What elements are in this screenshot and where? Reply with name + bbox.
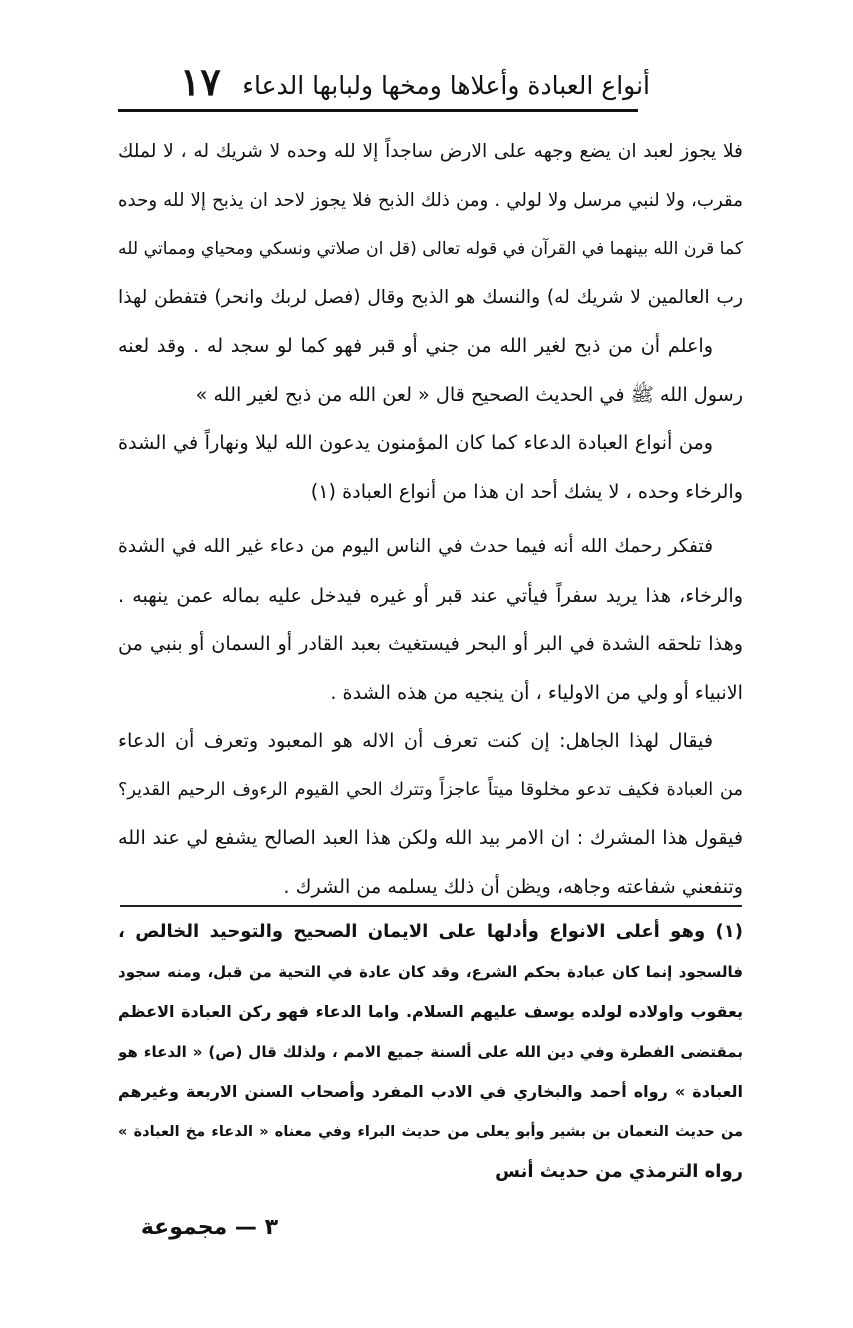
text-line: وهذا تلحقه الشدة في البر أو البحر فيستغيث بعبد القادر أو السمان أو بنبي من bbox=[118, 632, 743, 655]
footnote-line: فالسجود إنما كان عبادة بحكم الشرع، وقد كان عادة في التحية من قبل، ومنه سجود bbox=[118, 963, 743, 981]
footnote-line: العبادة » رواه أحمد والبخاري في الادب المفرد وأصحاب السنن الاربعة وغيرهم bbox=[118, 1082, 743, 1101]
text-line: كما قرن الله بينهما في القرآن في قوله تعالى (قل ان صلاتي ونسكي ومحياي ومماتي لله bbox=[118, 239, 743, 259]
text-line: فلا يجوز لعبد ان يضع وجهه على الارض ساجداً إلا لله وحده لا شريك له ، لا لملك bbox=[118, 141, 743, 162]
main-text bbox=[118, 128, 743, 911]
printer-signature: ٣ — مجموعة bbox=[140, 1215, 278, 1240]
text-line: مقرب، ولا لنبي مرسل ولا لولي . ومن ذلك الذبح فلا يجوز لاحد ان يذبح إلا لله وحده bbox=[118, 189, 743, 211]
text-line: واعلم أن من ذبح لغير الله من جني أو قبر فهو كما لو سجد له . وقد لعنه bbox=[118, 334, 713, 357]
text-line: وتنفعني شفاعته وجاهه، ويظن أن ذلك يسلمه من الشرك . bbox=[283, 874, 743, 898]
footnote-line: يعقوب واولاده لولده يوسف عليهم السلام. واما الدعاء فهو ركن العبادة الاعظم bbox=[118, 1002, 743, 1021]
footnote-rule bbox=[120, 905, 742, 907]
text-line: والرخاء، هذا يريد سفراً فيأتي عند قبر أو غيره فيدخل عليه بماله عمن ينهبه . bbox=[118, 583, 743, 607]
text-line: رب العالمين لا شريك له) والنسك هو الذبح وقال (فصل لربك وانحر) فتفطن لهذا bbox=[118, 286, 743, 308]
header-rule bbox=[118, 109, 638, 112]
page-header bbox=[115, 58, 650, 108]
text-line: فيقال لهذا الجاهل: إن كنت تعرف أن الاله هو المعبود وتعرف أن الدعاء bbox=[118, 729, 713, 752]
text-line: رسول الله ﷺ في الحديث الصحيح قال « لعن الله من ذبح لغير الله » bbox=[195, 382, 743, 406]
footnotes bbox=[118, 912, 743, 1192]
page-number: ١٧ bbox=[180, 59, 221, 104]
text-line: فتفكر رحمك الله أنه فيما حدث في الناس اليوم من دعاء غير الله في الشدة bbox=[118, 536, 713, 557]
text-line: من العبادة فكيف تدعو مخلوقا ميتاً عاجزاً وتترك الحي القيوم الرءوف الرحيم القدير؟ bbox=[118, 779, 743, 800]
footnote-line: بمقتضى الفطرة وفي دين الله على ألسنة جميع الامم ، ولذلك قال (ص) « الدعاء هو bbox=[118, 1043, 743, 1061]
text-line: والرخاء وحده ، لا يشك أحد ان هذا من أنواع العبادة (١) bbox=[310, 479, 743, 503]
text-line: فيقول هذا المشرك : ان الامر بيد الله ولكن هذا العبد الصالح يشفع لي عند الله bbox=[118, 826, 743, 849]
text-line: ومن أنواع العبادة الدعاء كما كان المؤمنون يدعون الله ليلا ونهاراً في الشدة bbox=[118, 431, 713, 454]
footnote-line: رواه الترمذي من حديث أنس bbox=[495, 1161, 743, 1182]
footnote-line: من حديث النعمان بن بشير وأبو يعلى من حديث البراء وفي معناه « الدعاء مخ العبادة » bbox=[118, 1124, 743, 1140]
footnote-line: (١) وهو أعلى الانواع وأدلها على الايمان الصحيح والتوحيد الخالص ، bbox=[118, 921, 743, 942]
running-title: أنواع العبادة وأعلاها ومخها ولبابها الدعاء bbox=[242, 71, 650, 100]
text-line: الانبياء أو ولي من الاولياء ، أن ينجيه من هذه الشدة . bbox=[330, 680, 743, 704]
